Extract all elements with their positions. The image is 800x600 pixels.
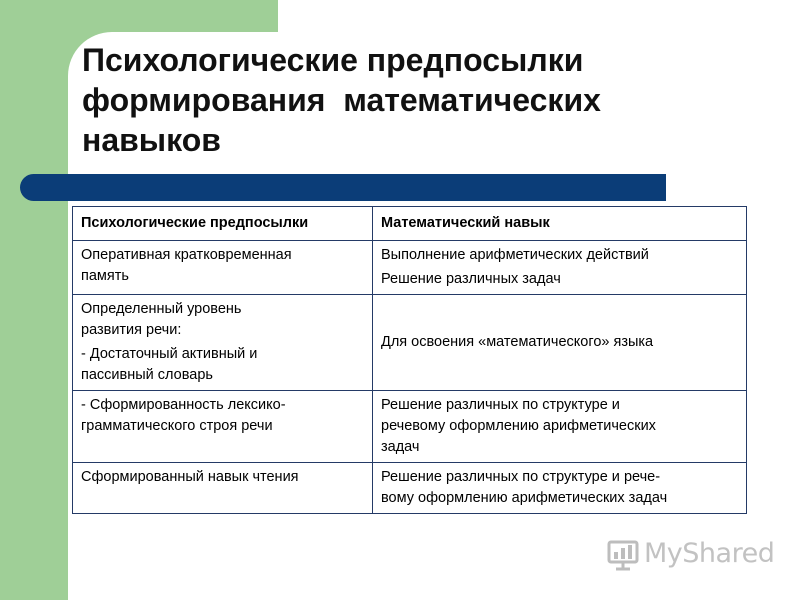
table-cell-skill	[373, 241, 747, 295]
cell-line: - Достаточный активный и	[81, 346, 258, 362]
slide-title-line-3: навыков	[82, 122, 221, 158]
cell-line: грамматического строя речи	[81, 418, 273, 434]
cell-line: Оперативная кратковременная	[81, 247, 292, 263]
table	[72, 206, 747, 514]
table-cell-skill	[373, 295, 747, 391]
cell-line: Выполнение арифметических действий	[381, 247, 649, 263]
table-header-row	[73, 207, 747, 241]
cell-line: задач	[381, 439, 420, 455]
cell-line: Решение различных по структуре и рече-	[381, 469, 661, 485]
table-cell-prerequisite	[73, 241, 373, 295]
prerequisites-table	[72, 206, 746, 514]
title-divider-bar	[20, 174, 666, 201]
myshared-watermark	[606, 533, 776, 573]
cell-line: вому оформлению арифметических задач	[381, 490, 668, 506]
cell-line: речевому оформлению арифметических	[381, 418, 656, 434]
cell-line: Решение различных задач	[381, 271, 561, 287]
slide-title	[82, 40, 772, 160]
myshared-logo-icon	[606, 535, 640, 571]
cell-line: Сформированный навык чтения	[81, 469, 299, 485]
slide-title-line-2: формирования математических	[82, 82, 601, 118]
table-row	[73, 241, 747, 295]
slide-title-line-1: Психологические предпосылки	[82, 42, 584, 78]
cell-line: Определенный уровень	[81, 301, 242, 317]
table-cell-prerequisite	[73, 391, 373, 463]
table-cell-skill	[373, 463, 747, 514]
header-psychological-prerequisites: Психологические предпосылки	[73, 207, 373, 241]
header-math-skill: Математический навык	[373, 207, 747, 241]
cell-line: - Сформированность лексико-	[81, 397, 286, 413]
table-row	[73, 295, 747, 391]
table-row	[73, 391, 747, 463]
cell-line: Решение различных по структуре и	[381, 397, 620, 413]
cell-line: память	[81, 268, 129, 284]
table-cell-prerequisite	[73, 295, 373, 391]
cell-line: развития речи:	[81, 322, 182, 338]
table-cell-prerequisite	[73, 463, 373, 514]
table-row	[73, 463, 747, 514]
cell-line: пассивный словарь	[81, 367, 213, 383]
watermark-text: MyShared	[644, 537, 775, 569]
table-cell-skill	[373, 391, 747, 463]
cell-line: Для освоения «математического» языка	[381, 334, 654, 350]
